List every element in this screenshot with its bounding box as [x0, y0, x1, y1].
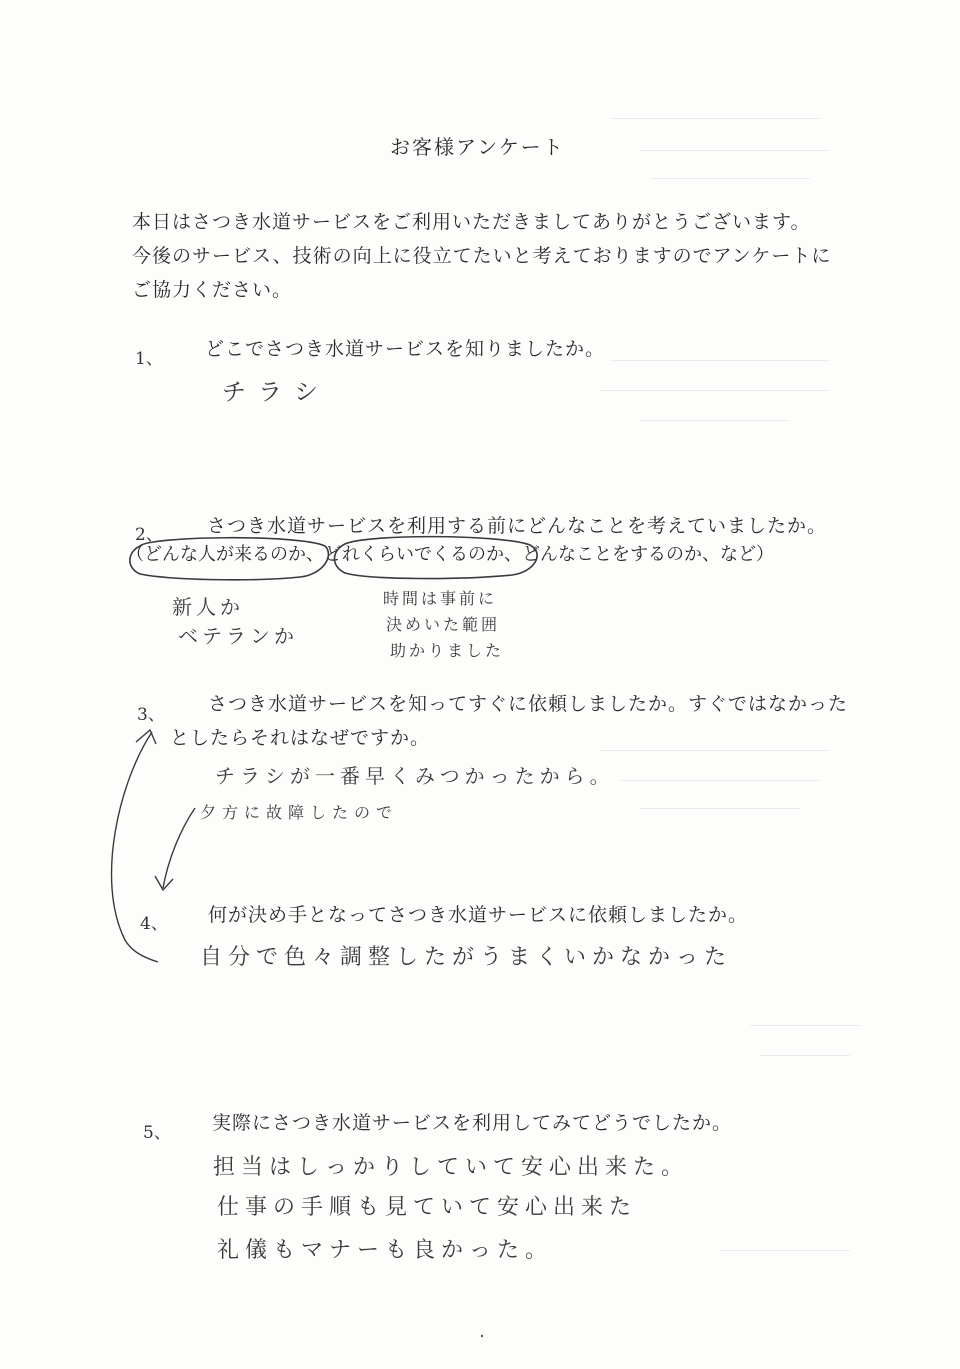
handwritten-answer: 自分で色々調整したがうまくいかなかった	[200, 945, 733, 970]
question-number: 1、	[135, 349, 163, 369]
handwritten-answer: 夕方に故障したので	[200, 803, 399, 822]
circled-phrase-oval	[334, 537, 537, 579]
arrow-line	[112, 732, 158, 962]
question-number: 5、	[143, 1123, 171, 1143]
handwritten-answer: チラシ	[222, 378, 330, 406]
question-text: としたらそれはなぜですか。	[170, 727, 431, 749]
handwritten-answer: 礼儀もマナーも良かった。	[217, 1238, 554, 1263]
circled-phrase-oval	[130, 538, 329, 580]
handwritten-answer: ベテランか	[178, 624, 298, 648]
handwritten-answer: 新人か	[172, 595, 244, 619]
handwritten-answer: 助かりました	[390, 641, 505, 660]
question-text: さつき水道サービスを知ってすぐに依頼しましたか。すぐではなかった	[208, 693, 849, 715]
question-number: 4、	[140, 914, 168, 934]
question-text: どこでさつき水道サービスを知りましたか。	[205, 338, 606, 360]
question-text: 実際にさつき水道サービスを利用してみてどうでしたか。	[212, 1112, 733, 1134]
question-text: さつき水道サービスを利用する前にどんなことを考えていましたか。	[207, 515, 828, 537]
handwritten-answer: 担当はしっかりしていて安心出来た。	[213, 1155, 690, 1180]
question-number: 2、	[135, 525, 163, 545]
intro-line-2: 今後のサービス、技術の向上に役立てたいと考えておりますのでアンケートに	[132, 245, 832, 267]
question-number: 3、	[137, 705, 165, 725]
question-subtext: （どんな人が来るのか、どれくらいでくるのか、どんなことをするのか、など）	[126, 544, 774, 565]
intro-line-1: 本日はさつき水道サービスをご利用いただきましてありがとうございます。	[132, 211, 811, 233]
intro-line-3: ご協力ください。	[132, 279, 293, 301]
handwritten-answer: チラシが一番早くみつかったから。	[215, 764, 615, 788]
question-text: 何が決め手となってさつき水道サービスに依頼しましたか。	[208, 904, 749, 926]
handwritten-answer: 決めいた範囲	[386, 615, 501, 634]
handwritten-answer: 仕事の手順も見ていて安心出来た	[217, 1195, 638, 1220]
handwritten-answer: 時間は事前に	[383, 589, 498, 608]
survey-title: お客様アンケート	[390, 135, 565, 159]
stray-dot	[481, 1335, 483, 1337]
arrow-line	[163, 808, 195, 888]
